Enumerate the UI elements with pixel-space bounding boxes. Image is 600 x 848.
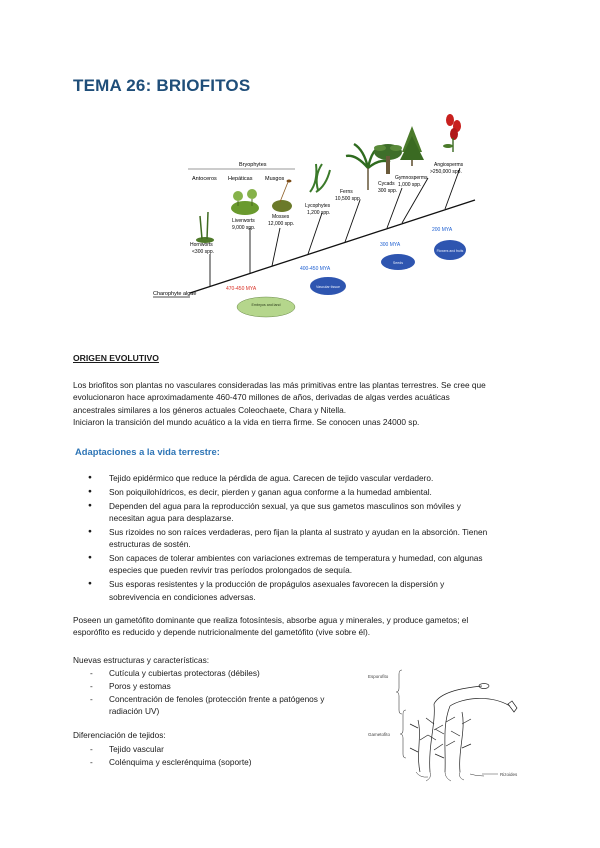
- sporophyte-label: Esporofito: [368, 674, 389, 679]
- node-embryos-label: Embryos and land: [251, 303, 281, 307]
- node-flowers-label: Flowers and fruits: [436, 249, 464, 253]
- cycads-label: Cycads: [378, 181, 395, 187]
- gametophyte-line: Poseen un gametófito dominante que realiza fotosíntesis, absorbe agua y minerales, y produce gametos; el: [73, 615, 469, 625]
- gametophyte-label: Gametofito: [368, 732, 391, 737]
- list-item-text: sobrevivencia en condiciones adversas.: [109, 591, 256, 602]
- new-structures-list: [90, 667, 360, 718]
- list-item: [88, 486, 528, 498]
- angiosperm-plant-icon: [443, 114, 461, 152]
- list-item-text: ● Tejido epidérmico que reduce la pérdida de agua. Carecen de tejido vascular verdadero.: [109, 473, 434, 483]
- list-item: [90, 680, 360, 692]
- gametophyte-line: esporófito es reducido y depende nutricionalmente del gametófito (vive sobre él).: [73, 627, 371, 638]
- angiosperms-count: >250,000 spp.: [430, 169, 462, 175]
- origin-paragraph: [73, 379, 528, 429]
- page-title: TEMA 26: BRIOFITOS: [73, 76, 251, 95]
- origin-line: evolucionaron hace aproximadamente 460-470 millones de años, derivadas de algas verdes acuáticas: [73, 392, 450, 403]
- list-item: [88, 552, 528, 577]
- lycophytes-label: Lycophytes: [305, 203, 331, 209]
- origin-line: ancestrales similares a los géneros actuales Coleochaete, Chara y Nitella.: [73, 404, 347, 415]
- list-item-text: - Colénquima y esclerénquima (soporte): [109, 756, 252, 767]
- lycophyte-plant-icon: [310, 164, 330, 192]
- list-item-text: - Concentración de fenoles (protección frente a patógenos y: [109, 693, 325, 704]
- gametophyte-bracket: [400, 710, 406, 758]
- branch-mosses: [272, 228, 280, 266]
- group-label-hepaticas: Hepáticas: [228, 176, 253, 182]
- origin-line: Iniciaron la transición del mundo acuático a la vida en tierra firme. Se conocen unas 24000 sp.: [73, 417, 420, 428]
- list-item: [90, 756, 360, 768]
- list-item-text: - Poros y estomas: [109, 680, 171, 691]
- capsule-icon: [479, 684, 517, 713]
- list-item: [90, 693, 360, 718]
- mya-label-3: 300 MYA: [380, 242, 401, 248]
- hornworts-count: <300 spp.: [192, 249, 215, 255]
- list-item: [88, 500, 528, 525]
- charophyte-label: Charophyte algae: [153, 291, 197, 297]
- angiosperms-label: Angiosperms: [434, 162, 464, 168]
- mosses-label: Mosses: [272, 214, 290, 220]
- bryophytes-header: Bryophytes: [239, 162, 267, 168]
- moss-shoots: [410, 686, 510, 772]
- tissues-list: [90, 743, 360, 769]
- cycads-count: 300 spp.: [378, 188, 398, 194]
- ferns-label: Ferns: [340, 189, 353, 195]
- node-embryos: [237, 297, 295, 317]
- node-vascular-label: Vascular tissue: [315, 285, 341, 289]
- origin-line: Los briofitos son plantas no vasculares consideradas las más primitivas entre las plantas terrestres. Se cree que: [73, 380, 486, 390]
- lycophytes-count: 1,200 spp.: [307, 210, 331, 216]
- sporophyte-bracket: [396, 670, 402, 714]
- hornworts-label: Hornworts: [190, 242, 213, 248]
- group-label-musgos: Musgos: [265, 176, 285, 182]
- adaptations-list: [88, 472, 528, 605]
- ferns-count: 10,500 spp.: [335, 196, 362, 202]
- list-item-text: ● Sus rizoides no son raíces verdaderas, pero fijan la planta al sustrato y ayudan en la absorción. Tienen: [109, 526, 488, 537]
- rhizoids: [416, 772, 484, 781]
- list-item-text: especies que pueden revivir tras períodos prolongados de sequía.: [109, 565, 353, 576]
- moss-plant-icon: [272, 180, 292, 213]
- gymnosperms-count: 1,000 spp.: [398, 182, 422, 188]
- list-item-text: ● Dependen del agua para la reproducción sexual, ya que sus gametos masculinos son móviles y: [109, 500, 461, 511]
- list-item: [90, 667, 360, 679]
- hornwort-plant-icon: [196, 212, 214, 243]
- mya-label-2: 400-450 MYA: [300, 266, 331, 272]
- moss-illustration: [350, 664, 530, 784]
- list-item: [88, 526, 528, 551]
- branch-lycophytes: [308, 213, 322, 254]
- list-item-text: estructuras de sostén.: [109, 539, 191, 550]
- tissues-label: Diferenciación de tejidos:: [73, 730, 166, 740]
- branch-cycads: [387, 188, 402, 228]
- list-item-text: - Cutícula y cubiertas protectoras (débiles): [109, 668, 260, 678]
- liverworts-label: Liverworts: [232, 218, 255, 224]
- gymnosperms-label: Gymnosperms: [395, 175, 428, 181]
- list-item-text: - Tejido vascular: [109, 744, 164, 754]
- rhizoids-label: Rizoides: [500, 772, 518, 777]
- liverwort-plant-icon: [231, 189, 259, 215]
- list-item-text: ● Son poiquilohídricos, es decir, pierden y ganan agua conforme a la humedad ambiental.: [109, 486, 432, 497]
- gametophyte-paragraph: [73, 614, 528, 639]
- mya-label-4: 200 MYA: [432, 227, 453, 233]
- branch-ferns: [345, 200, 360, 242]
- liverworts-count: 9,000 spp.: [232, 225, 256, 231]
- gymnosperm-plant-icon: [400, 126, 424, 166]
- phylogeny-figure: [150, 108, 480, 330]
- mya-label-1: 470-450 MYA: [226, 286, 257, 292]
- list-item-text: radiación UV): [109, 706, 160, 717]
- list-item: [90, 743, 360, 755]
- node-seeds-label: Seeds: [392, 261, 404, 265]
- origin-heading: ORIGEN EVOLUTIVO: [73, 353, 159, 363]
- new-structures-label: Nuevas estructuras y características:: [73, 655, 210, 665]
- list-item-text: ● Son capaces de tolerar ambientes con variaciones extremas de temperatura y humedad, con algunas: [109, 553, 483, 564]
- cycad-plant-icon: [374, 144, 402, 174]
- mosses-count: 12,000 spp.: [268, 221, 295, 227]
- group-label-antoceros: Antoceros: [192, 176, 217, 182]
- list-item: [88, 578, 528, 603]
- adaptations-heading: Adaptaciones a la vida terrestre:: [75, 446, 220, 457]
- list-item-text: ● Sus esporas resistentes y la producción de propágulos asexuales favorecen la dispersión y: [109, 579, 445, 590]
- list-item-text: necesitan agua para desplazarse.: [109, 513, 234, 524]
- list-item: [88, 472, 528, 484]
